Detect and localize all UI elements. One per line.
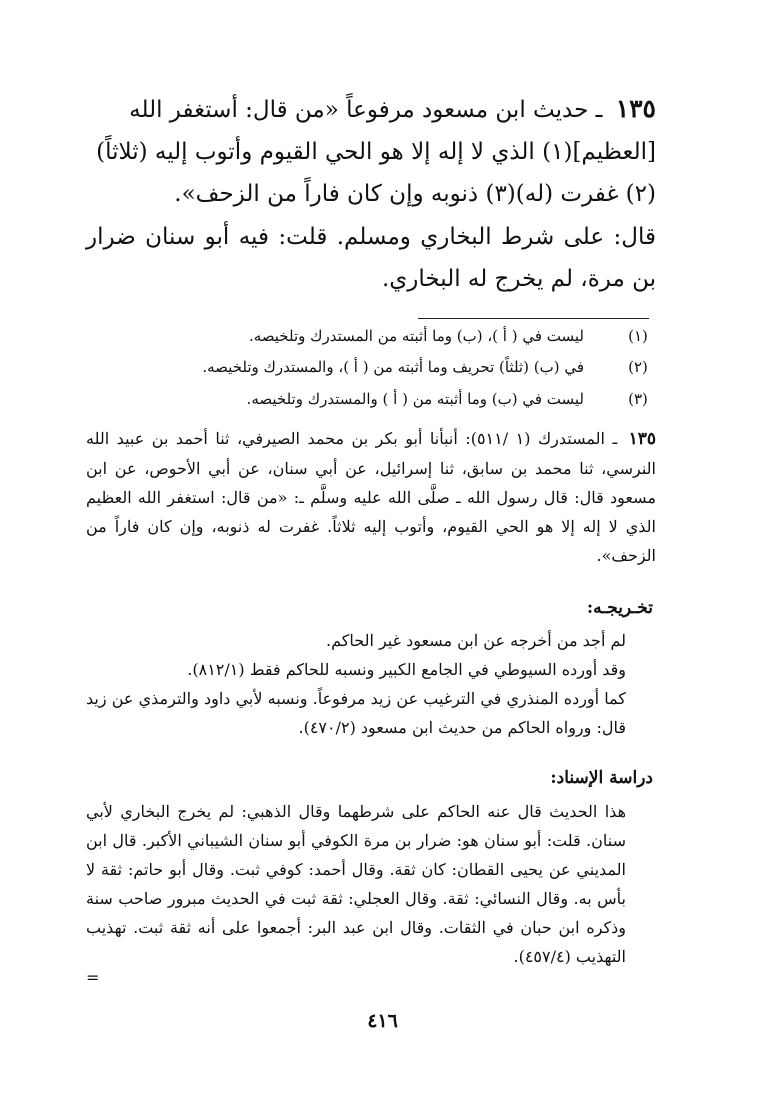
dirasa-heading: دراسة الإسناد: (550, 768, 653, 788)
dirasa-text: هذا الحديث قال عنه الحاكم على شرطهما وقال الذهبي: لم يخرج البخاري لأبي سنان. قلت: أبو سنان هو: ضرار بن مرة الكوفي أبو سنان الشيباني الأكبر. قال ابن المديني عن يحيى القطان: كان ثقة. وقال أحمد: كوفي ثبت. وقال أبو حاتم: ثقة لا بأس به. وقال النسائي: ثقة. وقال العجلي: ثقة ثبت في الحديث مبرور صاحب سنة وذكره ابن حبان في الثقات. وقال ابن عبد البر: أجمعوا على أنه ثقة ثبت. تهذيب التهذيب (٤٥٧/٤). (86, 802, 626, 966)
source-dash: ـ (612, 429, 618, 448)
footnote-number: (٣) (628, 390, 648, 408)
takhrij-line: وقد أورده السيوطي في الجامع الكبير ونسبه للحاكم فقط (٨١٢/١). (187, 660, 626, 679)
continuation-mark: = (86, 968, 100, 987)
source-hadith (86, 424, 656, 570)
footnote-text: في (ب) (ثلثاً) تحريف وما أثبته من ( أ )، والمستدرك وتلخيصه. (202, 358, 584, 376)
source-number: ١٣٥ (628, 429, 657, 449)
footnote-number: (٢) (628, 358, 648, 376)
hadith-dash: ـ (595, 97, 603, 123)
footnote-text: ليست في ( أ )، (ب) وما أثبته من المستدرك وتلخيصه. (248, 327, 584, 345)
takhrij-heading: تخـريجـه: (586, 598, 653, 618)
footnote-number: (١) (628, 327, 648, 345)
footnote-divider (418, 318, 649, 319)
hadith-number: ١٣٥ (615, 94, 656, 123)
hadith-text: حديث ابن مسعود مرفوعاً «من قال: أستغفر الله [العظيم](١) الذي لا إله إلا هو الحي القيوم وأتوب إليه (ثلاثاً)(٢) غفرت (له)(٣) ذنوبه وإن كان فاراً من الزحف». (96, 97, 656, 207)
takhrij-line: لم أجد من أخرجه عن ابن مسعود غير الحاكم. (326, 631, 626, 650)
source-text: المستدرك (١ /٥١١): أنبأنا أبو بكر بن محمد الصيرفي، ثنا أحمد بن عبيد الله النرسي، ثنا محمد بن سابق، ثنا إسرائيل، عن أبي سنان، عن أبي الأحوص، عن ابن مسعود قال: قال رسول الله ـ صلَّى الله عليه وسلَّم ـ: «من قال: استغفر الله العظيم الذي لا إله إلا هو الحي القيوم، وأتوب إليه ثلاثاً. غفرت له ذنوبه، وإن كان فاراً من الزحف». (86, 429, 656, 565)
main-hadith (86, 88, 656, 215)
footnote-text: ليست في (ب) وما أثبته من ( أ ) والمستدرك وتلخيصه. (246, 390, 584, 408)
takhrij-line: كما أورده المنذري في الترغيب عن زيد مرفوعاً. ونسبه لأبي داود والترمذي عن زيد قال: ورواه الحاكم من حديث ابن مسعود (٤٧٠/٢). (86, 689, 626, 737)
hadith-comment: قال: على شرط البخاري ومسلم. قلت: فيه أبو سنان ضرار بن مرة، لم يخرج له البخاري. (86, 224, 656, 292)
page-number: ٤١٦ (367, 1010, 398, 1032)
